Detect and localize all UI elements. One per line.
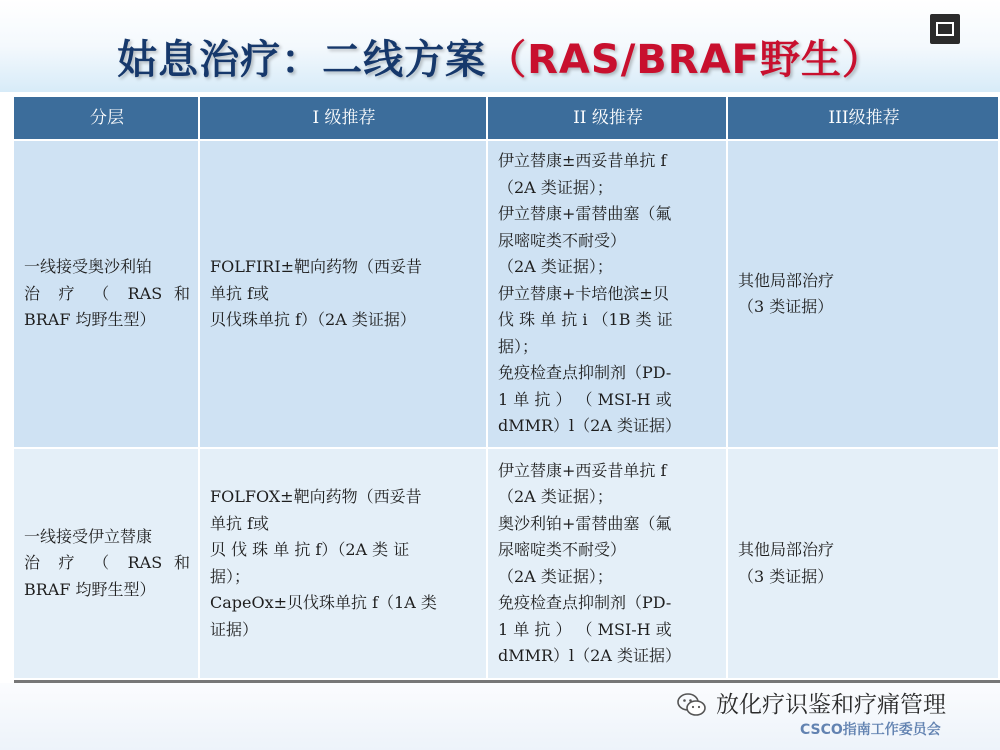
cell-line: 贝 伐 珠 单 抗 f）（2A 类 证 [210, 540, 410, 559]
cell-line: 伐 珠 单 抗 i （1B 类 证 [498, 310, 673, 330]
cell-line: 伊立替康+卡培他滨±贝 [498, 283, 669, 303]
cell-level-3 [728, 141, 1000, 449]
cell-line: 单抗 f或 [210, 283, 270, 303]
watermark-text: 放化疗识鉴和疗痛管理 [716, 692, 946, 718]
cell-line: FOLFOX±靶向药物（西妥昔 [210, 487, 422, 506]
cell-line: 贝伐珠单抗 f）（2A 类证据） [210, 310, 416, 330]
cell-level-1 [200, 449, 488, 680]
footer-org: CSCO指南工作委员会 [800, 722, 941, 738]
cell-stratum [14, 141, 200, 449]
cell-line: 1 单 抗 ） （ MSI-H 或 [498, 619, 672, 639]
cell-line: 其他局部治疗 [738, 540, 835, 559]
recommendation-table [14, 97, 1000, 680]
cell-level-1 [200, 141, 488, 449]
cell-level-3 [728, 449, 1000, 680]
header-level-1: I 级推荐 [200, 97, 488, 141]
cell-line: 伊立替康+西妥昔单抗 f [498, 460, 667, 480]
cell-line: dMMR）l（2A 类证据） [498, 646, 681, 665]
cell-line: 一线接受伊立替康 [24, 526, 153, 546]
cell-line: 治 疗 （ RAS 和 [24, 553, 190, 573]
cell-line: 奥沙利铂+雷替曲塞（氟 [498, 513, 672, 533]
cell-line: BRAF 均野生型） [24, 310, 156, 330]
cell-line: 治 疗 （ RAS 和 [24, 283, 190, 303]
header-level-3: III级推荐 [728, 97, 1000, 141]
cell-level-2 [488, 141, 728, 449]
cell-level-2 [488, 449, 728, 680]
cell-stratum [14, 449, 200, 680]
header-level-2: II 级推荐 [488, 97, 728, 141]
cell-line: 证据） [210, 619, 259, 639]
cell-line: 一线接受奥沙利铂 [24, 257, 153, 277]
cell-line: 免疫检查点抑制剂（PD- [498, 363, 672, 383]
title-highlight: （RAS/BRAF野生） [486, 37, 883, 83]
cell-line: （3 类证据） [738, 297, 834, 316]
cell-line: 据）； [210, 566, 251, 586]
cell-line: 伊立替康±西妥昔单抗 f [498, 151, 667, 171]
cell-line: 1 单 抗 ） （ MSI-H 或 [498, 389, 672, 409]
cell-line: 据）； [498, 336, 539, 356]
title-main: 姑息治疗：二线方案 [117, 37, 487, 83]
slide-title [0, 34, 1000, 86]
cell-line: dMMR）l（2A 类证据） [498, 416, 681, 436]
cell-line: FOLFIRI±靶向药物（西妥昔 [210, 257, 423, 277]
cell-line: 其他局部治疗 [738, 270, 835, 290]
cell-line: BRAF 均野生型） [24, 579, 156, 599]
cell-line: （2A 类证据）； [498, 257, 613, 277]
cell-line: （2A 类证据）； [498, 177, 613, 197]
cell-line: 伊立替康+雷替曲塞（氟 [498, 204, 672, 224]
cell-line: （2A 类证据）； [498, 487, 613, 506]
table-grid [14, 97, 1000, 680]
cell-line: （3 类证据） [738, 566, 834, 586]
cell-line: 尿嘧啶类不耐受） [498, 230, 627, 250]
wechat-icon [677, 692, 707, 718]
cell-line: （2A 类证据）； [498, 566, 613, 586]
cell-line: 单抗 f或 [210, 513, 270, 533]
cell-line: 免疫检查点抑制剂（PD- [498, 593, 672, 612]
cell-line: 尿嘧啶类不耐受） [498, 540, 627, 559]
header-stratum: 分层 [14, 97, 200, 141]
cell-line: CapeOx±贝伐珠单抗 f（1A 类 [210, 593, 437, 612]
